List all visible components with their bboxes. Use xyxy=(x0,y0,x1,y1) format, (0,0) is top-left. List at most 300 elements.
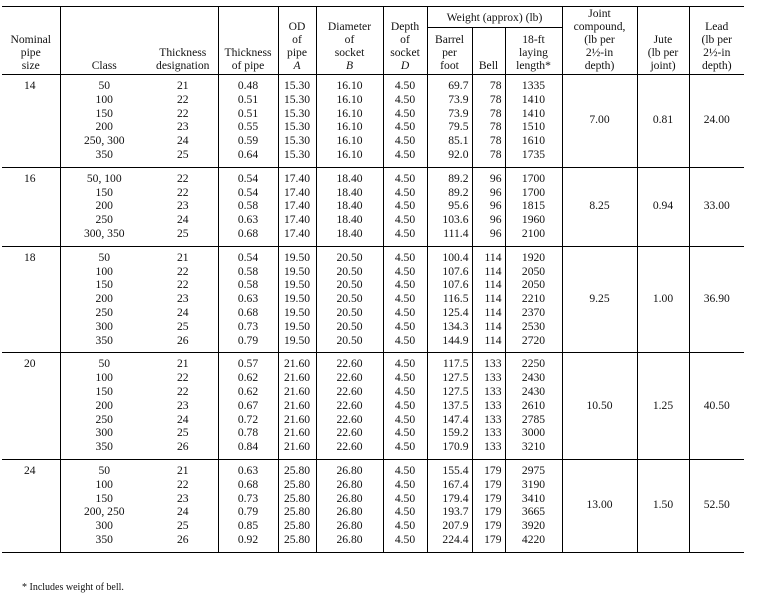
cell-line: 25.80 xyxy=(283,505,311,519)
cell-line: 19.50 xyxy=(283,305,311,319)
socket-symbol: B xyxy=(345,59,354,72)
cell-line: 23 xyxy=(176,398,189,412)
class-cell xyxy=(60,167,148,246)
cell-line: 0.58 xyxy=(237,199,259,213)
header-line: Diameter xyxy=(327,20,372,33)
cell-line: 2530 xyxy=(521,319,546,333)
cell-line: 16.10 xyxy=(336,134,363,148)
bell-cell xyxy=(472,459,505,552)
cell-line: 4.50 xyxy=(394,171,416,185)
class-cell xyxy=(60,353,148,460)
depth-cell xyxy=(383,167,427,246)
cell-line: 107.6 xyxy=(442,278,469,292)
laying-cell xyxy=(505,167,562,246)
cell-line: 4.50 xyxy=(394,106,416,120)
cell-line: 15.30 xyxy=(283,147,311,161)
thickness-cell xyxy=(218,459,278,552)
header-class xyxy=(60,7,148,75)
cell-line: 25 xyxy=(176,519,189,533)
header-jute xyxy=(637,7,689,75)
cell-line: 20.50 xyxy=(336,292,363,306)
table-row xyxy=(2,167,744,246)
cell-line: 0.54 xyxy=(237,185,259,199)
cell-line: 21 xyxy=(176,463,189,477)
cell-line: 22.60 xyxy=(336,371,363,385)
cell-line: 2250 xyxy=(521,357,546,371)
cell-line: 3210 xyxy=(521,440,546,454)
joint-compound-cell: 8.25 xyxy=(562,167,637,246)
cell-line: 24 xyxy=(176,505,189,519)
header-line: compound, xyxy=(573,20,626,33)
nominal-size-cell: 16 xyxy=(2,167,60,246)
cell-line: 100 xyxy=(95,371,113,385)
header-line: joint) xyxy=(650,59,676,72)
designation-cell xyxy=(148,246,218,353)
cell-line: 4.50 xyxy=(394,79,416,92)
socket-label xyxy=(319,20,381,59)
cell-line: 20.50 xyxy=(336,278,363,292)
cell-line: 18.40 xyxy=(336,199,363,213)
cell-line: 114 xyxy=(484,319,502,333)
cell-line: 2050 xyxy=(521,264,546,278)
cell-line: 133 xyxy=(484,357,502,371)
cell-line: 1735 xyxy=(521,147,546,161)
cell-line: 0.48 xyxy=(237,79,259,92)
table-row xyxy=(2,246,744,353)
cell-line: 17.40 xyxy=(283,213,311,227)
nominal-size-cell: 18 xyxy=(2,246,60,353)
cell-line: 200 xyxy=(95,120,113,134)
cell-line: 0.68 xyxy=(237,226,259,240)
cell-line: 2720 xyxy=(521,333,546,347)
header-line: (lb per xyxy=(701,33,733,46)
jute-cell: 1.50 xyxy=(637,459,689,552)
cell-line: 200 xyxy=(95,292,113,306)
cell-line: 300 xyxy=(95,519,113,533)
cell-line: 95.6 xyxy=(448,199,469,213)
lead-cell: 36.90 xyxy=(689,246,744,353)
cell-line: 350 xyxy=(95,440,113,454)
header-line: Class xyxy=(91,59,117,72)
cell-line: 4.50 xyxy=(394,440,416,454)
laying-cell xyxy=(505,75,562,168)
cell-line: 25 xyxy=(176,226,189,240)
cell-line: 78 xyxy=(489,92,502,106)
header-line: socket xyxy=(390,46,420,59)
header-line: 2½-in xyxy=(585,46,614,59)
cell-line: 4.50 xyxy=(394,412,416,426)
cell-line: 350 xyxy=(95,532,113,546)
cell-line: 2050 xyxy=(521,278,546,292)
laying-cell xyxy=(505,459,562,552)
class-cell xyxy=(60,246,148,353)
cell-line: 22.60 xyxy=(336,398,363,412)
cell-line: 4.50 xyxy=(394,278,416,292)
cell-line: 1815 xyxy=(521,199,546,213)
jute-cell: 1.00 xyxy=(637,246,689,353)
header-line: length* xyxy=(516,59,551,72)
cell-line: 18.40 xyxy=(336,185,363,199)
cell-line: 114 xyxy=(484,250,502,264)
cell-line: 17.40 xyxy=(283,226,311,240)
cell-line: 92.0 xyxy=(448,147,469,161)
cell-line: 0.68 xyxy=(237,477,259,491)
cell-line: 16.10 xyxy=(336,120,363,134)
designation-cell xyxy=(148,353,218,460)
cell-line: 19.50 xyxy=(283,333,311,347)
cell-line: 114 xyxy=(484,278,502,292)
cell-line: 0.85 xyxy=(237,519,259,533)
header-thickness-designation xyxy=(148,7,218,75)
bell-cell xyxy=(472,353,505,460)
depth-cell xyxy=(383,246,427,353)
cell-line: 15.30 xyxy=(283,134,311,148)
thickness-cell xyxy=(218,167,278,246)
cell-line: 0.67 xyxy=(237,398,259,412)
designation-cell xyxy=(148,167,218,246)
joint-compound-cell: 7.00 xyxy=(562,75,637,168)
cell-line: 0.62 xyxy=(237,371,259,385)
cell-line: 2430 xyxy=(521,371,546,385)
cell-line: 133 xyxy=(484,371,502,385)
cell-line: 18.40 xyxy=(336,226,363,240)
cell-line: 21.60 xyxy=(283,384,311,398)
header-lead xyxy=(689,7,744,75)
cell-line: 100.4 xyxy=(442,250,469,264)
cell-line: 4.50 xyxy=(394,463,416,477)
cell-line: 150 xyxy=(95,491,113,505)
cell-line: 69.7 xyxy=(448,79,469,92)
lead-cell: 40.50 xyxy=(689,353,744,460)
cell-line: 0.79 xyxy=(237,505,259,519)
socket-cell xyxy=(316,459,383,552)
cell-line: 4.50 xyxy=(394,491,416,505)
cell-line: 96 xyxy=(489,171,502,185)
cell-line: 19.50 xyxy=(283,250,311,264)
header-line: Bell xyxy=(478,59,499,72)
cell-line: 22 xyxy=(176,171,189,185)
cell-line: 25.80 xyxy=(283,491,311,505)
cell-line: 4.50 xyxy=(394,185,416,199)
table-body xyxy=(2,75,744,553)
cell-line: 3190 xyxy=(521,477,546,491)
cell-line: 4.50 xyxy=(394,292,416,306)
cell-line: 4.50 xyxy=(394,134,416,148)
cell-line: 21.60 xyxy=(283,371,311,385)
cell-line: 19.50 xyxy=(283,292,311,306)
cell-line: 0.92 xyxy=(237,532,259,546)
cell-line: 21.60 xyxy=(283,412,311,426)
cell-line: 179 xyxy=(484,477,502,491)
cell-line: 0.54 xyxy=(237,250,259,264)
cell-line: 117.5 xyxy=(442,357,469,371)
cell-line: 22 xyxy=(176,106,189,120)
cell-line: 179 xyxy=(484,532,502,546)
thickness-cell xyxy=(218,353,278,460)
cell-line: 0.58 xyxy=(237,278,259,292)
cell-line: 133 xyxy=(484,440,502,454)
joint-compound-cell: 10.50 xyxy=(562,353,637,460)
cell-line: 26.80 xyxy=(336,519,363,533)
cell-line: 78 xyxy=(489,120,502,134)
cell-line: 25 xyxy=(176,147,189,161)
cell-line: 250, 300 xyxy=(83,134,125,148)
cell-line: 79.5 xyxy=(448,120,469,134)
header-line: Lead xyxy=(705,20,729,33)
cell-line: 16.10 xyxy=(336,79,363,92)
cell-line: 22.60 xyxy=(336,440,363,454)
cell-line: 96 xyxy=(489,185,502,199)
cell-line: 23 xyxy=(176,199,189,213)
barrel-cell xyxy=(427,75,472,168)
cell-line: 21.60 xyxy=(283,426,311,440)
header-line: Thickness xyxy=(159,46,207,59)
header-laying-length xyxy=(505,28,562,75)
laying-cell xyxy=(505,353,562,460)
cell-line: 137.5 xyxy=(442,398,469,412)
socket-cell xyxy=(316,246,383,353)
cell-line: 2785 xyxy=(521,412,546,426)
cell-line: 155.4 xyxy=(442,463,469,477)
cell-line: 0.59 xyxy=(237,134,259,148)
cell-line: 4.50 xyxy=(394,477,416,491)
cell-line: 17.40 xyxy=(283,171,311,185)
cell-line: 133 xyxy=(484,384,502,398)
cell-line: 0.58 xyxy=(237,264,259,278)
barrel-cell xyxy=(427,246,472,353)
cell-line: 2430 xyxy=(521,384,546,398)
cell-line: 4.50 xyxy=(394,199,416,213)
cell-line: 250 xyxy=(95,213,113,227)
header-line: Thickness xyxy=(224,46,272,59)
cell-line: 0.79 xyxy=(237,333,259,347)
cell-line: 0.54 xyxy=(237,171,259,185)
cell-line: 23 xyxy=(176,292,189,306)
cell-line: 167.4 xyxy=(442,477,469,491)
depth-symbol: D xyxy=(400,59,410,72)
cell-line: 170.9 xyxy=(442,440,469,454)
cell-line: 100 xyxy=(95,92,113,106)
cell-line: 26.80 xyxy=(336,532,363,546)
table-header xyxy=(2,7,744,75)
cell-line: 23 xyxy=(176,491,189,505)
header-line: of pipe xyxy=(231,59,265,72)
cell-line: 116.5 xyxy=(442,292,469,306)
cell-line: 26.80 xyxy=(336,491,363,505)
cell-line: 4.50 xyxy=(394,305,416,319)
cell-line: 19.50 xyxy=(283,264,311,278)
cell-line: 21.60 xyxy=(283,357,311,371)
cell-line: 25.80 xyxy=(283,463,311,477)
cell-line: 127.5 xyxy=(442,371,469,385)
cell-line: 22.60 xyxy=(336,426,363,440)
header-line: (lb per xyxy=(584,33,615,46)
cell-line: 22 xyxy=(176,185,189,199)
cell-line: 0.51 xyxy=(237,106,259,120)
nominal-size-cell: 20 xyxy=(2,353,60,460)
header-line: Nominal xyxy=(10,33,52,46)
cell-line: 17.40 xyxy=(283,199,311,213)
cell-line: 250 xyxy=(95,305,113,319)
thickness-cell xyxy=(218,75,278,168)
bell-cell xyxy=(472,75,505,168)
cell-line: 50, 100 xyxy=(86,171,122,185)
cell-line: 96 xyxy=(489,199,502,213)
table-row xyxy=(2,75,744,168)
depth-cell xyxy=(383,75,427,168)
cell-line: 25.80 xyxy=(283,519,311,533)
cell-line: 2100 xyxy=(521,226,546,240)
cell-line: 22 xyxy=(176,384,189,398)
cell-line: 50 xyxy=(98,79,111,92)
cell-line: 134.3 xyxy=(442,319,469,333)
cell-line: 21 xyxy=(176,250,189,264)
cell-line: 0.57 xyxy=(237,357,259,371)
cell-line: 25.80 xyxy=(283,532,311,546)
joint-compound-cell: 13.00 xyxy=(562,459,637,552)
cell-line: 2610 xyxy=(521,398,546,412)
lead-cell: 24.00 xyxy=(689,75,744,168)
cell-line: 4.50 xyxy=(394,371,416,385)
cell-line: 100 xyxy=(95,477,113,491)
joint-compound-cell: 9.25 xyxy=(562,246,637,353)
cell-line: 350 xyxy=(95,147,113,161)
cell-line: 114 xyxy=(484,333,502,347)
cell-line: 1510 xyxy=(521,120,546,134)
lead-cell: 33.00 xyxy=(689,167,744,246)
jute-cell: 1.25 xyxy=(637,353,689,460)
cell-line: 111.4 xyxy=(443,226,469,240)
cell-line: 17.40 xyxy=(283,185,311,199)
cell-line: 78 xyxy=(489,106,502,120)
cell-line: 224.4 xyxy=(442,532,469,546)
header-line: depth) xyxy=(701,59,732,72)
barrel-cell xyxy=(427,353,472,460)
jute-cell: 0.94 xyxy=(637,167,689,246)
cell-line: 0.84 xyxy=(237,440,259,454)
cell-line: 4.50 xyxy=(394,333,416,347)
cell-line: 20.50 xyxy=(336,305,363,319)
cell-line: 0.72 xyxy=(237,412,259,426)
class-cell xyxy=(60,75,148,168)
cell-line: 0.63 xyxy=(237,463,259,477)
cell-line: 22.60 xyxy=(336,412,363,426)
cell-line: 15.30 xyxy=(283,92,311,106)
cell-line: 0.64 xyxy=(237,147,259,161)
cell-line: 2210 xyxy=(521,292,546,306)
cell-line: 96 xyxy=(489,226,502,240)
cell-line: 300 xyxy=(95,426,113,440)
pipe-data-table xyxy=(2,6,744,553)
cell-line: 4.50 xyxy=(394,519,416,533)
thickness-cell xyxy=(218,246,278,353)
cell-line: 4.50 xyxy=(394,384,416,398)
cell-line: 114 xyxy=(484,305,502,319)
od-cell xyxy=(278,167,316,246)
cell-line: 22 xyxy=(176,371,189,385)
cell-line: 50 xyxy=(98,250,111,264)
cell-line: 125.4 xyxy=(442,305,469,319)
cell-line: 4.50 xyxy=(394,398,416,412)
nominal-size-cell: 24 xyxy=(2,459,60,552)
header-joint-compound xyxy=(562,7,637,75)
cell-line: 1410 xyxy=(521,106,546,120)
cell-line: 23 xyxy=(176,120,189,134)
cell-line: 179 xyxy=(484,491,502,505)
cell-line: 179 xyxy=(484,463,502,477)
table-row xyxy=(2,459,744,552)
cell-line: 4.50 xyxy=(394,532,416,546)
cell-line: 25 xyxy=(176,319,189,333)
socket-cell xyxy=(316,167,383,246)
header-line: of xyxy=(400,33,410,46)
cell-line: 4.50 xyxy=(394,426,416,440)
cell-line: 25.80 xyxy=(283,477,311,491)
cell-line: 24 xyxy=(176,412,189,426)
cell-line: 127.5 xyxy=(442,384,469,398)
cell-line: 0.55 xyxy=(237,120,259,134)
od-cell xyxy=(278,246,316,353)
nominal-size-cell: 14 xyxy=(2,75,60,168)
cell-line: 133 xyxy=(484,398,502,412)
cell-line: 50 xyxy=(98,357,111,371)
cell-line: 16.10 xyxy=(336,147,363,161)
cell-line: 4.50 xyxy=(394,120,416,134)
header-line: 2½-in xyxy=(703,46,731,59)
cell-line: 179.4 xyxy=(442,491,469,505)
cell-line: 73.9 xyxy=(448,92,469,106)
cell-line: 25 xyxy=(176,426,189,440)
cell-line: 0.78 xyxy=(237,426,259,440)
cell-line: 15.30 xyxy=(283,120,311,134)
bell-cell xyxy=(472,167,505,246)
header-line: foot xyxy=(440,59,459,72)
cell-line: 20.50 xyxy=(336,250,363,264)
od-cell xyxy=(278,459,316,552)
lead-cell: 52.50 xyxy=(689,459,744,552)
designation-cell xyxy=(148,459,218,552)
cell-line: 4.50 xyxy=(394,92,416,106)
cell-line: 147.4 xyxy=(442,412,469,426)
cell-line: 24 xyxy=(176,213,189,227)
depth-label xyxy=(386,20,425,59)
cell-line: 300, 350 xyxy=(83,226,125,240)
cell-line: 1700 xyxy=(521,171,546,185)
cell-line: 3920 xyxy=(521,519,546,533)
cell-line: 4.50 xyxy=(394,357,416,371)
cell-line: 200 xyxy=(95,398,113,412)
cell-line: 150 xyxy=(95,384,113,398)
header-nominal-size xyxy=(2,7,60,75)
cell-line: 150 xyxy=(95,185,113,199)
cell-line: 18.40 xyxy=(336,213,363,227)
cell-line: 22.60 xyxy=(336,384,363,398)
cell-line: 0.73 xyxy=(237,319,259,333)
designation-cell xyxy=(148,75,218,168)
cell-line: 4220 xyxy=(521,532,546,546)
cell-line: 179 xyxy=(484,505,502,519)
cell-line: 89.2 xyxy=(448,171,469,185)
cell-line: 16.10 xyxy=(336,92,363,106)
cell-line: 144.9 xyxy=(442,333,469,347)
laying-cell xyxy=(505,246,562,353)
cell-line: 19.50 xyxy=(283,278,311,292)
header-bell xyxy=(472,28,505,75)
cell-line: 20.50 xyxy=(336,333,363,347)
cell-line: 114 xyxy=(484,264,502,278)
cell-line: 250 xyxy=(95,412,113,426)
header-barrel-per-foot xyxy=(427,28,472,75)
